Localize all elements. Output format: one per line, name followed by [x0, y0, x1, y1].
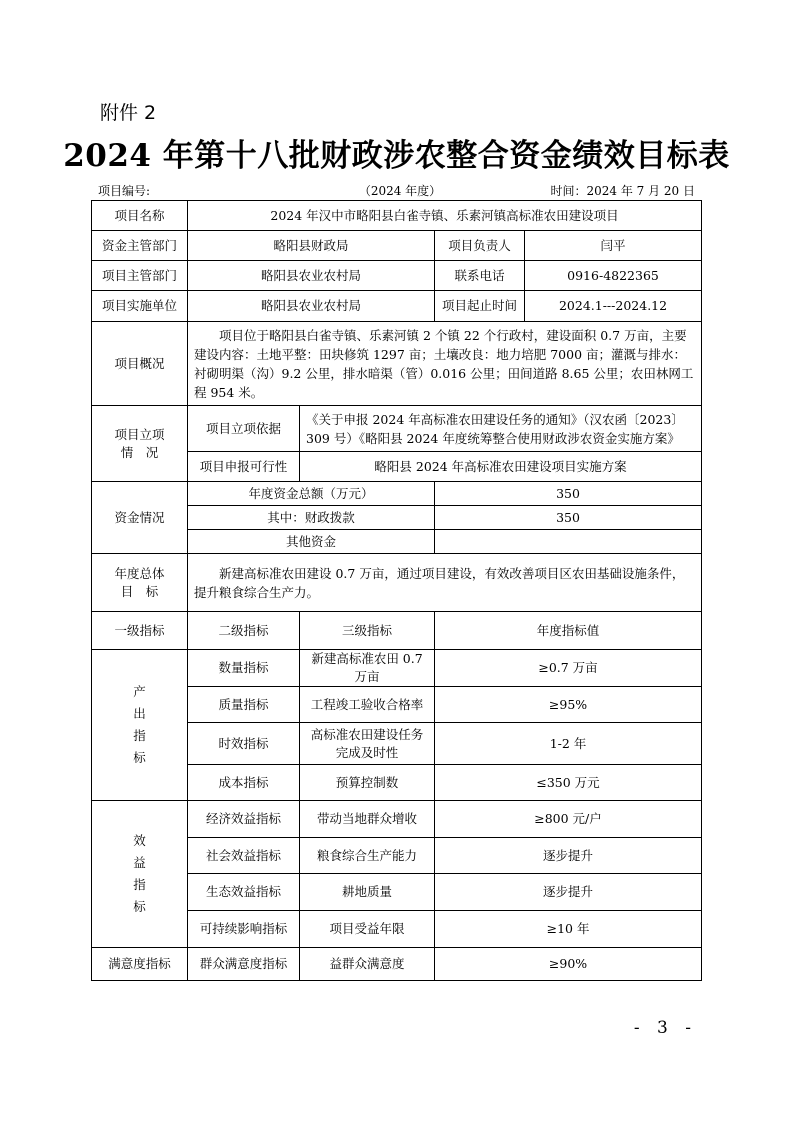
- value-cell: ≤350 万元: [435, 765, 702, 801]
- phone-value: 0916-4822365: [525, 261, 702, 291]
- project-code-label: 项目编号:: [98, 184, 151, 198]
- year-label: （2024 年度）: [358, 184, 442, 198]
- goal-text: 新建高标准农田建设 0.7 万亩，通过项目建设，有效改善项目区农田基础设施条件，提升粮食综合生产力。: [188, 554, 702, 612]
- impl-unit-value: 略阳县农业农村局: [188, 291, 435, 322]
- feasibility-label: 项目申报可行性: [188, 452, 300, 482]
- approval-label: [92, 406, 188, 482]
- row-proj-dept: [92, 261, 702, 291]
- level2-cell: 经济效益指标: [188, 801, 300, 838]
- satisfaction-level1: 满意度指标: [92, 948, 188, 981]
- fund-fiscal-value: 350: [435, 506, 702, 530]
- proj-dept-label: 项目主管部门: [92, 261, 188, 291]
- overview-label: 项目概况: [92, 322, 188, 406]
- level3-cell: 新建高标准农田 0.7 万亩: [300, 650, 435, 687]
- level2-cell: 时效指标: [188, 723, 300, 765]
- satisfaction-level2: 群众满意度指标: [188, 948, 300, 981]
- project-name-label: 项目名称: [92, 201, 188, 231]
- output-char: 指: [133, 728, 146, 743]
- leader-label: 项目负责人: [435, 231, 525, 261]
- header-level3: 三级指标: [300, 612, 435, 650]
- output-char: 出: [133, 706, 146, 721]
- phone-label: 联系电话: [435, 261, 525, 291]
- value-cell: 逐步提升: [435, 838, 702, 874]
- table-row: [92, 801, 702, 838]
- approval-label-line2: 情 况: [120, 444, 159, 460]
- row-impl-unit: [92, 291, 702, 322]
- performance-table: [91, 200, 702, 981]
- value-cell: 1-2 年: [435, 723, 702, 765]
- row-project-name: [92, 201, 702, 231]
- level3-cell: 耕地质量: [300, 874, 435, 911]
- leader-value: 闫平: [525, 231, 702, 261]
- level2-cell: 可持续影响指标: [188, 911, 300, 948]
- level3-cell: 带动当地群众增收: [300, 801, 435, 838]
- value-cell: ≥800 元/户: [435, 801, 702, 838]
- level3-cell: 工程竣工验收合格率: [300, 687, 435, 723]
- level3-cell: 粮食综合生产能力: [300, 838, 435, 874]
- fund-fiscal-label: 其中：财政拨款: [188, 506, 435, 530]
- fund-other-label: 其他资金: [188, 530, 435, 554]
- header-level2: 二级指标: [188, 612, 300, 650]
- fund-dept-value: 略阳县财政局: [188, 231, 435, 261]
- attachment-label: 附件 2: [100, 102, 157, 124]
- overview-text: 项目位于略阳县白雀寺镇、乐素河镇 2 个镇 22 个行政村，建设面积 0.7 万亩，主要建设内容：土地平整：田块修筑 1297 亩；土壤改良：地力培肥 7000 亩；灌溉与排水：衬砌明渠（沟）9.2 公里，排水暗渠（管）0.016 公里；田间道路 8.65 公里；农田林网工程 954 米。: [188, 322, 702, 406]
- row-overview: [92, 322, 702, 406]
- row-goal: [92, 554, 702, 612]
- basis-label: 项目立项依据: [188, 406, 300, 452]
- table-row: [92, 650, 702, 687]
- benefit-indicator-label: [92, 801, 188, 948]
- value-cell: 逐步提升: [435, 874, 702, 911]
- value-cell: ≥0.7 万亩: [435, 650, 702, 687]
- level3-cell: 项目受益年限: [300, 911, 435, 948]
- header-value: 年度指标值: [435, 612, 702, 650]
- level3-cell: 预算控制数: [300, 765, 435, 801]
- row-approval-basis: [92, 406, 702, 452]
- proj-dept-value: 略阳县农业农村局: [188, 261, 435, 291]
- document-title: 2024 年第十八批财政涉农整合资金绩效目标表: [63, 138, 730, 174]
- value-cell: ≥10 年: [435, 911, 702, 948]
- output-indicator-label: [92, 650, 188, 801]
- fund-other-value: [435, 530, 702, 554]
- satisfaction-level3: 益群众满意度: [300, 948, 435, 981]
- output-char: 产: [133, 684, 146, 699]
- goal-label: [92, 554, 188, 612]
- basis-text: 《关于申报 2024 年高标准农田建设任务的通知》（汉农函〔2023〕309 号）《略阳县 2024 年度统筹整合使用财政涉农资金实施方案》: [300, 406, 702, 452]
- project-name-value: 2024 年汉中市略阳县白雀寺镇、乐素河镇高标准农田建设项目: [188, 201, 702, 231]
- fund-total-label: 年度资金总额（万元）: [188, 482, 435, 506]
- level2-cell: 成本指标: [188, 765, 300, 801]
- level2-cell: 社会效益指标: [188, 838, 300, 874]
- approval-label-line1: 项目立项: [114, 426, 165, 442]
- page-number: - 3 -: [633, 1018, 697, 1038]
- fund-dept-label: 资金主管部门: [92, 231, 188, 261]
- impl-unit-label: 项目实施单位: [92, 291, 188, 322]
- feasibility-text: 略阳县 2024 年高标准农田建设项目实施方案: [300, 452, 702, 482]
- value-cell: ≥95%: [435, 687, 702, 723]
- row-indicator-header: [92, 612, 702, 650]
- period-label: 项目起止时间: [435, 291, 525, 322]
- benefit-char: 指: [133, 877, 146, 892]
- period-value: 2024.1---2024.12: [525, 291, 702, 322]
- row-fund-total: [92, 482, 702, 506]
- level2-cell: 数量指标: [188, 650, 300, 687]
- header-level1: 一级指标: [92, 612, 188, 650]
- level2-cell: 质量指标: [188, 687, 300, 723]
- goal-label-line1: 年度总体: [114, 565, 165, 581]
- satisfaction-value: ≥90%: [435, 948, 702, 981]
- funds-label: 资金情况: [92, 482, 188, 554]
- fund-total-value: 350: [435, 482, 702, 506]
- row-fund-dept: [92, 231, 702, 261]
- benefit-char: 益: [133, 855, 146, 870]
- date-label: 时间：2024 年 7 月 20 日: [550, 184, 695, 198]
- row-satisfaction: [92, 948, 702, 981]
- benefit-char: 效: [133, 833, 146, 848]
- benefit-char: 标: [133, 899, 146, 914]
- level3-cell: 高标准农田建设任务完成及时性: [300, 723, 435, 765]
- goal-label-line2: 目 标: [120, 583, 159, 599]
- output-char: 标: [133, 750, 146, 765]
- level2-cell: 生态效益指标: [188, 874, 300, 911]
